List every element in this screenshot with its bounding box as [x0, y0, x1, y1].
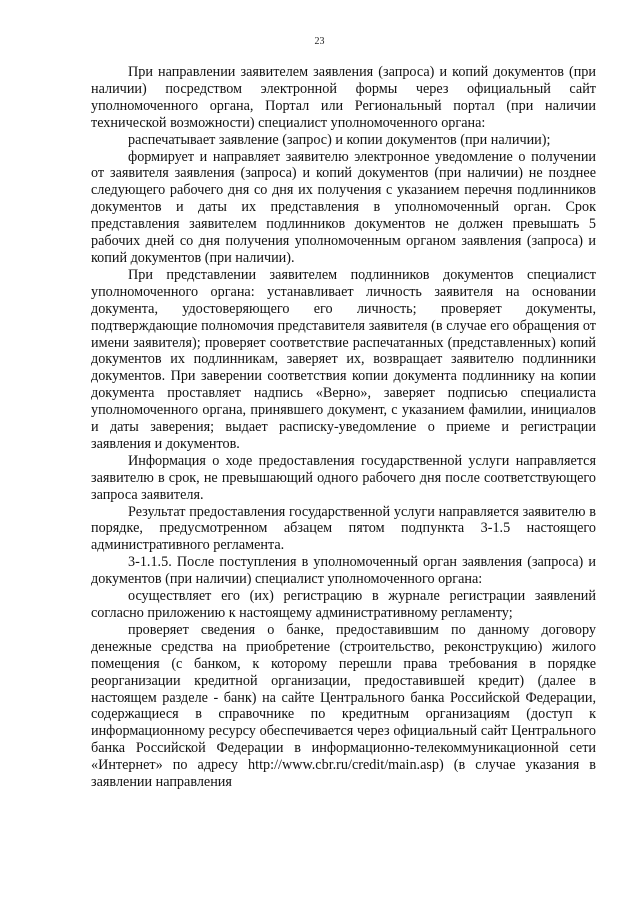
- paragraph-progress-information: Информация о ходе предоставления государственной услуги направляется заявителю в срок, не превышающий одного рабочего дня после соответствующего запроса заявителя.: [91, 452, 596, 503]
- paragraph-bank-check: проверяет сведения о банке, предоставившим по данному договору денежные средства на приобретение (строительство, реконструкцию) жилого помещения (с банком, к которому перешли права требования в порядке реорганизации кредитной организации, предоставившей кредит) (далее в настоящем разделе - банк) на сайте Центрального банка Российской Федерации, содержащиеся в справочнике по кредитным организациям (доступ к информационному ресурсу обеспечивается через официальный сайт Центрального банка Российской Федерации в информационно-телекоммуникационной сети «Интернет» по адресу http://www.cbr.ru/credit/main.asp) (в случае указания в заявлении направления: [91, 621, 596, 791]
- paragraph-service-result: Результат предоставления государственной услуги направляется заявителю в порядке, предусмотренном абзацем пятом подпункта 3-1.5 настоящего административного регламента.: [91, 503, 596, 554]
- paragraph-electronic-notice: формирует и направляет заявителю электронное уведомление о получении от заявителя заявления (запроса) и копий документов (при наличии) не позднее следующего рабочего дня со дня их получения с указанием перечня подлинников документов и даты их представления в уполномоченный орган. Срок представления заявителем подлинников документов не должен превышать 5 рабочих дней со дня получения уполномоченным органом заявления (запроса) и копий документов (при наличии).: [91, 148, 596, 266]
- page-number: 23: [314, 36, 325, 47]
- paragraph-registration: осуществляет его (их) регистрацию в журнале регистрации заявлений согласно приложению к настоящему административному регламенту;: [91, 588, 596, 621]
- paragraph-section-3-1-1-5: 3-1.1.5. После поступления в уполномоченный орган заявления (запроса) и документов (при наличии) специалист уполномоченного органа:: [91, 554, 596, 588]
- paragraph-print-application: распечатывает заявление (запрос) и копии документов (при наличии);: [128, 131, 551, 148]
- paragraph-electronic-submission: При направлении заявителем заявления (запроса) и копий документов (при наличии) посредством электронной формы через официальный сайт уполномоченного органа, Портал или Региональный портал (при наличии технической возможности) специалист уполномоченного органа:: [91, 64, 596, 131]
- document-body: [91, 64, 596, 791]
- paragraph-original-documents: При представлении заявителем подлинников документов специалист уполномоченного органа: устанавливает личность заявителя на основании документа, удостоверяющего его личность; проверяет документы, подтверждающие полномочия представителя заявителя (в случае его обращения от имени заявителя); проверяет соответствие распечатанных (представленных) копий документов их подлинникам, заверяет их, возвращает заявителю подлинники документов. При заверении соответствия копии документа подлиннику на копии документа проставляет надпись «Верно», заверяет подписью специалиста уполномоченного органа, принявшего документ, с указанием фамилии, инициалов и даты заверения; выдает расписку-уведомление о приеме и регистрации заявления и документов.: [91, 266, 596, 452]
